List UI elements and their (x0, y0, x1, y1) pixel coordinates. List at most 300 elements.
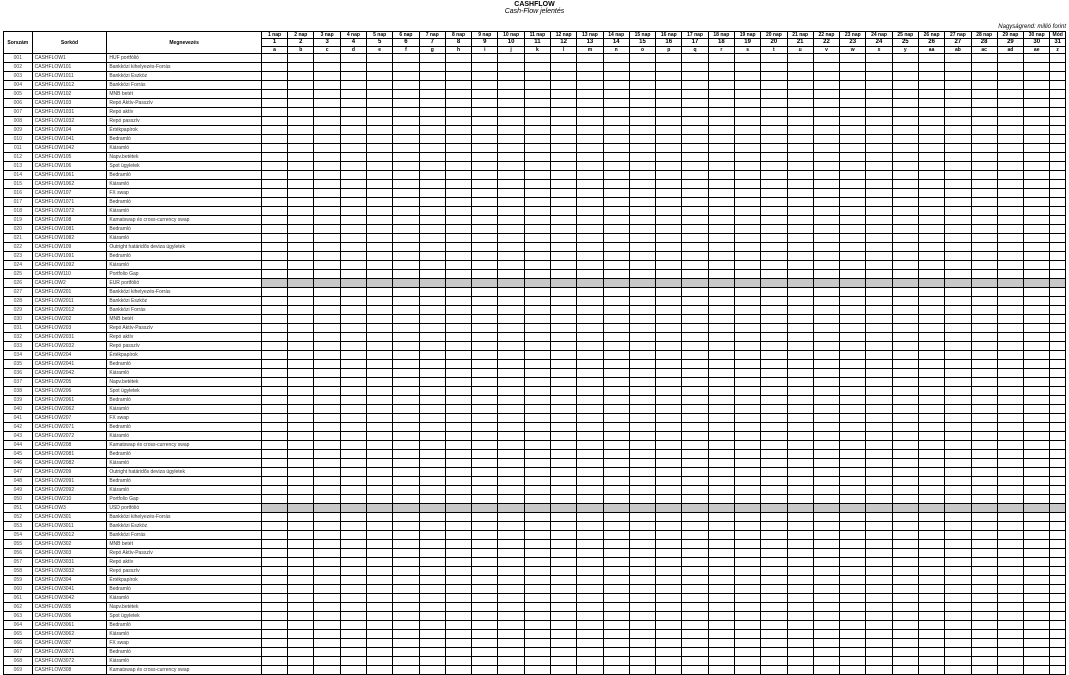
value-cell[interactable] (787, 54, 813, 63)
value-cell[interactable] (314, 243, 340, 252)
value-cell[interactable] (524, 549, 550, 558)
value-cell[interactable] (261, 63, 287, 72)
value-cell[interactable] (524, 270, 550, 279)
value-cell[interactable] (892, 450, 918, 459)
value-cell[interactable] (813, 405, 839, 414)
value-cell[interactable] (945, 126, 971, 135)
value-cell[interactable] (971, 513, 997, 522)
value-cell[interactable] (577, 522, 603, 531)
value-cell[interactable] (892, 189, 918, 198)
value-cell[interactable] (288, 486, 314, 495)
value-cell[interactable] (945, 117, 971, 126)
value-cell[interactable] (314, 594, 340, 603)
value-cell[interactable] (866, 198, 892, 207)
value-cell[interactable] (1050, 297, 1066, 306)
value-cell[interactable] (813, 306, 839, 315)
value-cell[interactable] (367, 405, 393, 414)
value-cell[interactable] (629, 63, 655, 72)
value-cell[interactable] (629, 99, 655, 108)
value-cell[interactable] (918, 603, 944, 612)
value-cell[interactable] (682, 657, 708, 666)
value-cell[interactable] (419, 270, 445, 279)
value-cell[interactable] (761, 450, 787, 459)
value-cell[interactable] (866, 162, 892, 171)
value-cell[interactable] (524, 279, 550, 288)
value-cell[interactable] (971, 387, 997, 396)
value-cell[interactable] (603, 90, 629, 99)
value-cell[interactable] (261, 576, 287, 585)
value-cell[interactable] (734, 522, 760, 531)
value-cell[interactable] (340, 648, 366, 657)
value-cell[interactable] (1050, 90, 1066, 99)
value-cell[interactable] (813, 495, 839, 504)
value-cell[interactable] (918, 288, 944, 297)
value-cell[interactable] (393, 234, 419, 243)
value-cell[interactable] (340, 270, 366, 279)
value-cell[interactable] (945, 153, 971, 162)
value-cell[interactable] (787, 405, 813, 414)
value-cell[interactable] (734, 549, 760, 558)
value-cell[interactable] (367, 279, 393, 288)
value-cell[interactable] (656, 576, 682, 585)
value-cell[interactable] (892, 531, 918, 540)
value-cell[interactable] (866, 432, 892, 441)
value-cell[interactable] (997, 135, 1023, 144)
value-cell[interactable] (1050, 495, 1066, 504)
value-cell[interactable] (918, 144, 944, 153)
value-cell[interactable] (656, 90, 682, 99)
value-cell[interactable] (367, 567, 393, 576)
value-cell[interactable] (734, 423, 760, 432)
value-cell[interactable] (1024, 243, 1050, 252)
value-cell[interactable] (472, 657, 498, 666)
value-cell[interactable] (866, 306, 892, 315)
value-cell[interactable] (734, 396, 760, 405)
value-cell[interactable] (997, 126, 1023, 135)
value-cell[interactable] (892, 81, 918, 90)
value-cell[interactable] (708, 639, 734, 648)
value-cell[interactable] (761, 180, 787, 189)
value-cell[interactable] (918, 324, 944, 333)
value-cell[interactable] (761, 540, 787, 549)
value-cell[interactable] (813, 468, 839, 477)
value-cell[interactable] (813, 369, 839, 378)
value-cell[interactable] (787, 639, 813, 648)
value-cell[interactable] (708, 522, 734, 531)
value-cell[interactable] (945, 135, 971, 144)
value-cell[interactable] (840, 513, 866, 522)
value-cell[interactable] (813, 333, 839, 342)
value-cell[interactable] (682, 585, 708, 594)
value-cell[interactable] (445, 576, 471, 585)
value-cell[interactable] (787, 594, 813, 603)
value-cell[interactable] (997, 549, 1023, 558)
value-cell[interactable] (419, 180, 445, 189)
value-cell[interactable] (866, 513, 892, 522)
value-cell[interactable] (813, 171, 839, 180)
value-cell[interactable] (288, 477, 314, 486)
value-cell[interactable] (445, 207, 471, 216)
value-cell[interactable] (288, 567, 314, 576)
value-cell[interactable] (1050, 342, 1066, 351)
value-cell[interactable] (997, 90, 1023, 99)
value-cell[interactable] (340, 198, 366, 207)
value-cell[interactable] (1024, 162, 1050, 171)
value-cell[interactable] (261, 657, 287, 666)
value-cell[interactable] (551, 549, 577, 558)
value-cell[interactable] (419, 63, 445, 72)
value-cell[interactable] (472, 432, 498, 441)
value-cell[interactable] (1050, 135, 1066, 144)
value-cell[interactable] (734, 63, 760, 72)
value-cell[interactable] (761, 378, 787, 387)
value-cell[interactable] (603, 522, 629, 531)
value-cell[interactable] (288, 603, 314, 612)
value-cell[interactable] (708, 189, 734, 198)
value-cell[interactable] (971, 648, 997, 657)
value-cell[interactable] (971, 378, 997, 387)
value-cell[interactable] (629, 567, 655, 576)
value-cell[interactable] (734, 288, 760, 297)
value-cell[interactable] (1050, 549, 1066, 558)
value-cell[interactable] (288, 207, 314, 216)
value-cell[interactable] (1050, 639, 1066, 648)
value-cell[interactable] (288, 414, 314, 423)
value-cell[interactable] (419, 504, 445, 513)
value-cell[interactable] (787, 144, 813, 153)
value-cell[interactable] (261, 450, 287, 459)
value-cell[interactable] (787, 63, 813, 72)
value-cell[interactable] (551, 54, 577, 63)
value-cell[interactable] (734, 144, 760, 153)
value-cell[interactable] (551, 252, 577, 261)
value-cell[interactable] (708, 351, 734, 360)
value-cell[interactable] (551, 108, 577, 117)
value-cell[interactable] (945, 603, 971, 612)
value-cell[interactable] (445, 432, 471, 441)
value-cell[interactable] (918, 522, 944, 531)
value-cell[interactable] (472, 198, 498, 207)
value-cell[interactable] (761, 612, 787, 621)
value-cell[interactable] (419, 522, 445, 531)
value-cell[interactable] (708, 342, 734, 351)
value-cell[interactable] (734, 585, 760, 594)
value-cell[interactable] (472, 486, 498, 495)
value-cell[interactable] (918, 117, 944, 126)
value-cell[interactable] (288, 585, 314, 594)
value-cell[interactable] (945, 270, 971, 279)
value-cell[interactable] (656, 459, 682, 468)
value-cell[interactable] (918, 657, 944, 666)
value-cell[interactable] (498, 585, 524, 594)
value-cell[interactable] (971, 540, 997, 549)
value-cell[interactable] (1050, 567, 1066, 576)
value-cell[interactable] (734, 135, 760, 144)
value-cell[interactable] (708, 315, 734, 324)
value-cell[interactable] (419, 261, 445, 270)
value-cell[interactable] (1024, 459, 1050, 468)
value-cell[interactable] (813, 657, 839, 666)
value-cell[interactable] (498, 171, 524, 180)
value-cell[interactable] (1050, 333, 1066, 342)
value-cell[interactable] (577, 351, 603, 360)
value-cell[interactable] (997, 441, 1023, 450)
value-cell[interactable] (551, 270, 577, 279)
value-cell[interactable] (340, 630, 366, 639)
value-cell[interactable] (761, 279, 787, 288)
value-cell[interactable] (261, 54, 287, 63)
value-cell[interactable] (498, 414, 524, 423)
value-cell[interactable] (708, 126, 734, 135)
value-cell[interactable] (393, 198, 419, 207)
value-cell[interactable] (393, 117, 419, 126)
value-cell[interactable] (682, 288, 708, 297)
value-cell[interactable] (629, 630, 655, 639)
value-cell[interactable] (367, 558, 393, 567)
value-cell[interactable] (971, 54, 997, 63)
value-cell[interactable] (419, 549, 445, 558)
value-cell[interactable] (629, 189, 655, 198)
value-cell[interactable] (288, 90, 314, 99)
value-cell[interactable] (445, 225, 471, 234)
value-cell[interactable] (866, 189, 892, 198)
value-cell[interactable] (866, 387, 892, 396)
value-cell[interactable] (892, 225, 918, 234)
value-cell[interactable] (629, 414, 655, 423)
value-cell[interactable] (445, 405, 471, 414)
value-cell[interactable] (577, 360, 603, 369)
value-cell[interactable] (708, 252, 734, 261)
value-cell[interactable] (314, 261, 340, 270)
value-cell[interactable] (656, 585, 682, 594)
value-cell[interactable] (340, 639, 366, 648)
value-cell[interactable] (734, 351, 760, 360)
value-cell[interactable] (288, 351, 314, 360)
value-cell[interactable] (445, 81, 471, 90)
value-cell[interactable] (577, 369, 603, 378)
value-cell[interactable] (498, 387, 524, 396)
value-cell[interactable] (1050, 243, 1066, 252)
value-cell[interactable] (1024, 522, 1050, 531)
value-cell[interactable] (419, 117, 445, 126)
value-cell[interactable] (892, 432, 918, 441)
value-cell[interactable] (813, 126, 839, 135)
value-cell[interactable] (1050, 81, 1066, 90)
value-cell[interactable] (1024, 270, 1050, 279)
value-cell[interactable] (367, 459, 393, 468)
value-cell[interactable] (708, 108, 734, 117)
value-cell[interactable] (603, 297, 629, 306)
value-cell[interactable] (682, 315, 708, 324)
value-cell[interactable] (656, 612, 682, 621)
value-cell[interactable] (656, 81, 682, 90)
value-cell[interactable] (918, 540, 944, 549)
value-cell[interactable] (603, 576, 629, 585)
value-cell[interactable] (314, 450, 340, 459)
value-cell[interactable] (629, 171, 655, 180)
value-cell[interactable] (840, 486, 866, 495)
value-cell[interactable] (1024, 369, 1050, 378)
value-cell[interactable] (945, 63, 971, 72)
value-cell[interactable] (971, 63, 997, 72)
value-cell[interactable] (1024, 63, 1050, 72)
value-cell[interactable] (524, 297, 550, 306)
value-cell[interactable] (367, 144, 393, 153)
value-cell[interactable] (1024, 288, 1050, 297)
value-cell[interactable] (945, 54, 971, 63)
value-cell[interactable] (603, 81, 629, 90)
value-cell[interactable] (840, 207, 866, 216)
value-cell[interactable] (1024, 306, 1050, 315)
value-cell[interactable] (314, 459, 340, 468)
value-cell[interactable] (918, 135, 944, 144)
value-cell[interactable] (419, 585, 445, 594)
value-cell[interactable] (472, 531, 498, 540)
value-cell[interactable] (603, 180, 629, 189)
value-cell[interactable] (892, 216, 918, 225)
value-cell[interactable] (918, 108, 944, 117)
value-cell[interactable] (892, 279, 918, 288)
value-cell[interactable] (340, 252, 366, 261)
value-cell[interactable] (918, 666, 944, 675)
value-cell[interactable] (813, 576, 839, 585)
value-cell[interactable] (445, 117, 471, 126)
value-cell[interactable] (945, 639, 971, 648)
value-cell[interactable] (603, 558, 629, 567)
value-cell[interactable] (761, 108, 787, 117)
value-cell[interactable] (472, 279, 498, 288)
value-cell[interactable] (393, 81, 419, 90)
value-cell[interactable] (682, 603, 708, 612)
value-cell[interactable] (314, 558, 340, 567)
value-cell[interactable] (393, 72, 419, 81)
value-cell[interactable] (340, 540, 366, 549)
value-cell[interactable] (629, 405, 655, 414)
value-cell[interactable] (892, 459, 918, 468)
value-cell[interactable] (682, 180, 708, 189)
value-cell[interactable] (340, 108, 366, 117)
value-cell[interactable] (629, 648, 655, 657)
value-cell[interactable] (761, 252, 787, 261)
value-cell[interactable] (551, 666, 577, 675)
value-cell[interactable] (997, 396, 1023, 405)
value-cell[interactable] (551, 99, 577, 108)
value-cell[interactable] (603, 567, 629, 576)
value-cell[interactable] (472, 585, 498, 594)
value-cell[interactable] (314, 369, 340, 378)
value-cell[interactable] (419, 396, 445, 405)
value-cell[interactable] (314, 81, 340, 90)
value-cell[interactable] (813, 648, 839, 657)
value-cell[interactable] (866, 153, 892, 162)
value-cell[interactable] (445, 558, 471, 567)
value-cell[interactable] (393, 135, 419, 144)
value-cell[interactable] (472, 612, 498, 621)
value-cell[interactable] (472, 315, 498, 324)
value-cell[interactable] (997, 180, 1023, 189)
value-cell[interactable] (288, 468, 314, 477)
value-cell[interactable] (551, 225, 577, 234)
value-cell[interactable] (472, 207, 498, 216)
value-cell[interactable] (498, 306, 524, 315)
value-cell[interactable] (918, 72, 944, 81)
value-cell[interactable] (629, 666, 655, 675)
value-cell[interactable] (945, 387, 971, 396)
value-cell[interactable] (918, 180, 944, 189)
value-cell[interactable] (787, 306, 813, 315)
value-cell[interactable] (367, 108, 393, 117)
value-cell[interactable] (945, 540, 971, 549)
value-cell[interactable] (656, 522, 682, 531)
value-cell[interactable] (892, 243, 918, 252)
value-cell[interactable] (866, 99, 892, 108)
value-cell[interactable] (997, 648, 1023, 657)
value-cell[interactable] (524, 108, 550, 117)
value-cell[interactable] (761, 396, 787, 405)
value-cell[interactable] (603, 351, 629, 360)
value-cell[interactable] (656, 567, 682, 576)
value-cell[interactable] (813, 666, 839, 675)
value-cell[interactable] (866, 234, 892, 243)
value-cell[interactable] (261, 459, 287, 468)
value-cell[interactable] (918, 198, 944, 207)
value-cell[interactable] (551, 297, 577, 306)
value-cell[interactable] (840, 270, 866, 279)
value-cell[interactable] (551, 306, 577, 315)
value-cell[interactable] (577, 432, 603, 441)
value-cell[interactable] (682, 207, 708, 216)
value-cell[interactable] (419, 108, 445, 117)
value-cell[interactable] (682, 531, 708, 540)
value-cell[interactable] (708, 513, 734, 522)
value-cell[interactable] (734, 189, 760, 198)
value-cell[interactable] (813, 279, 839, 288)
value-cell[interactable] (892, 441, 918, 450)
value-cell[interactable] (367, 522, 393, 531)
value-cell[interactable] (340, 288, 366, 297)
value-cell[interactable] (761, 171, 787, 180)
value-cell[interactable] (551, 234, 577, 243)
value-cell[interactable] (971, 603, 997, 612)
value-cell[interactable] (551, 261, 577, 270)
value-cell[interactable] (708, 441, 734, 450)
value-cell[interactable] (1050, 477, 1066, 486)
value-cell[interactable] (682, 279, 708, 288)
value-cell[interactable] (261, 72, 287, 81)
value-cell[interactable] (1050, 441, 1066, 450)
value-cell[interactable] (734, 153, 760, 162)
value-cell[interactable] (472, 639, 498, 648)
value-cell[interactable] (261, 612, 287, 621)
value-cell[interactable] (682, 648, 708, 657)
value-cell[interactable] (682, 540, 708, 549)
value-cell[interactable] (813, 378, 839, 387)
value-cell[interactable] (656, 333, 682, 342)
value-cell[interactable] (787, 108, 813, 117)
value-cell[interactable] (682, 270, 708, 279)
value-cell[interactable] (603, 441, 629, 450)
value-cell[interactable] (734, 99, 760, 108)
value-cell[interactable] (734, 126, 760, 135)
value-cell[interactable] (892, 396, 918, 405)
value-cell[interactable] (761, 288, 787, 297)
value-cell[interactable] (367, 54, 393, 63)
value-cell[interactable] (682, 81, 708, 90)
value-cell[interactable] (1024, 666, 1050, 675)
value-cell[interactable] (1050, 666, 1066, 675)
value-cell[interactable] (682, 423, 708, 432)
value-cell[interactable] (393, 531, 419, 540)
